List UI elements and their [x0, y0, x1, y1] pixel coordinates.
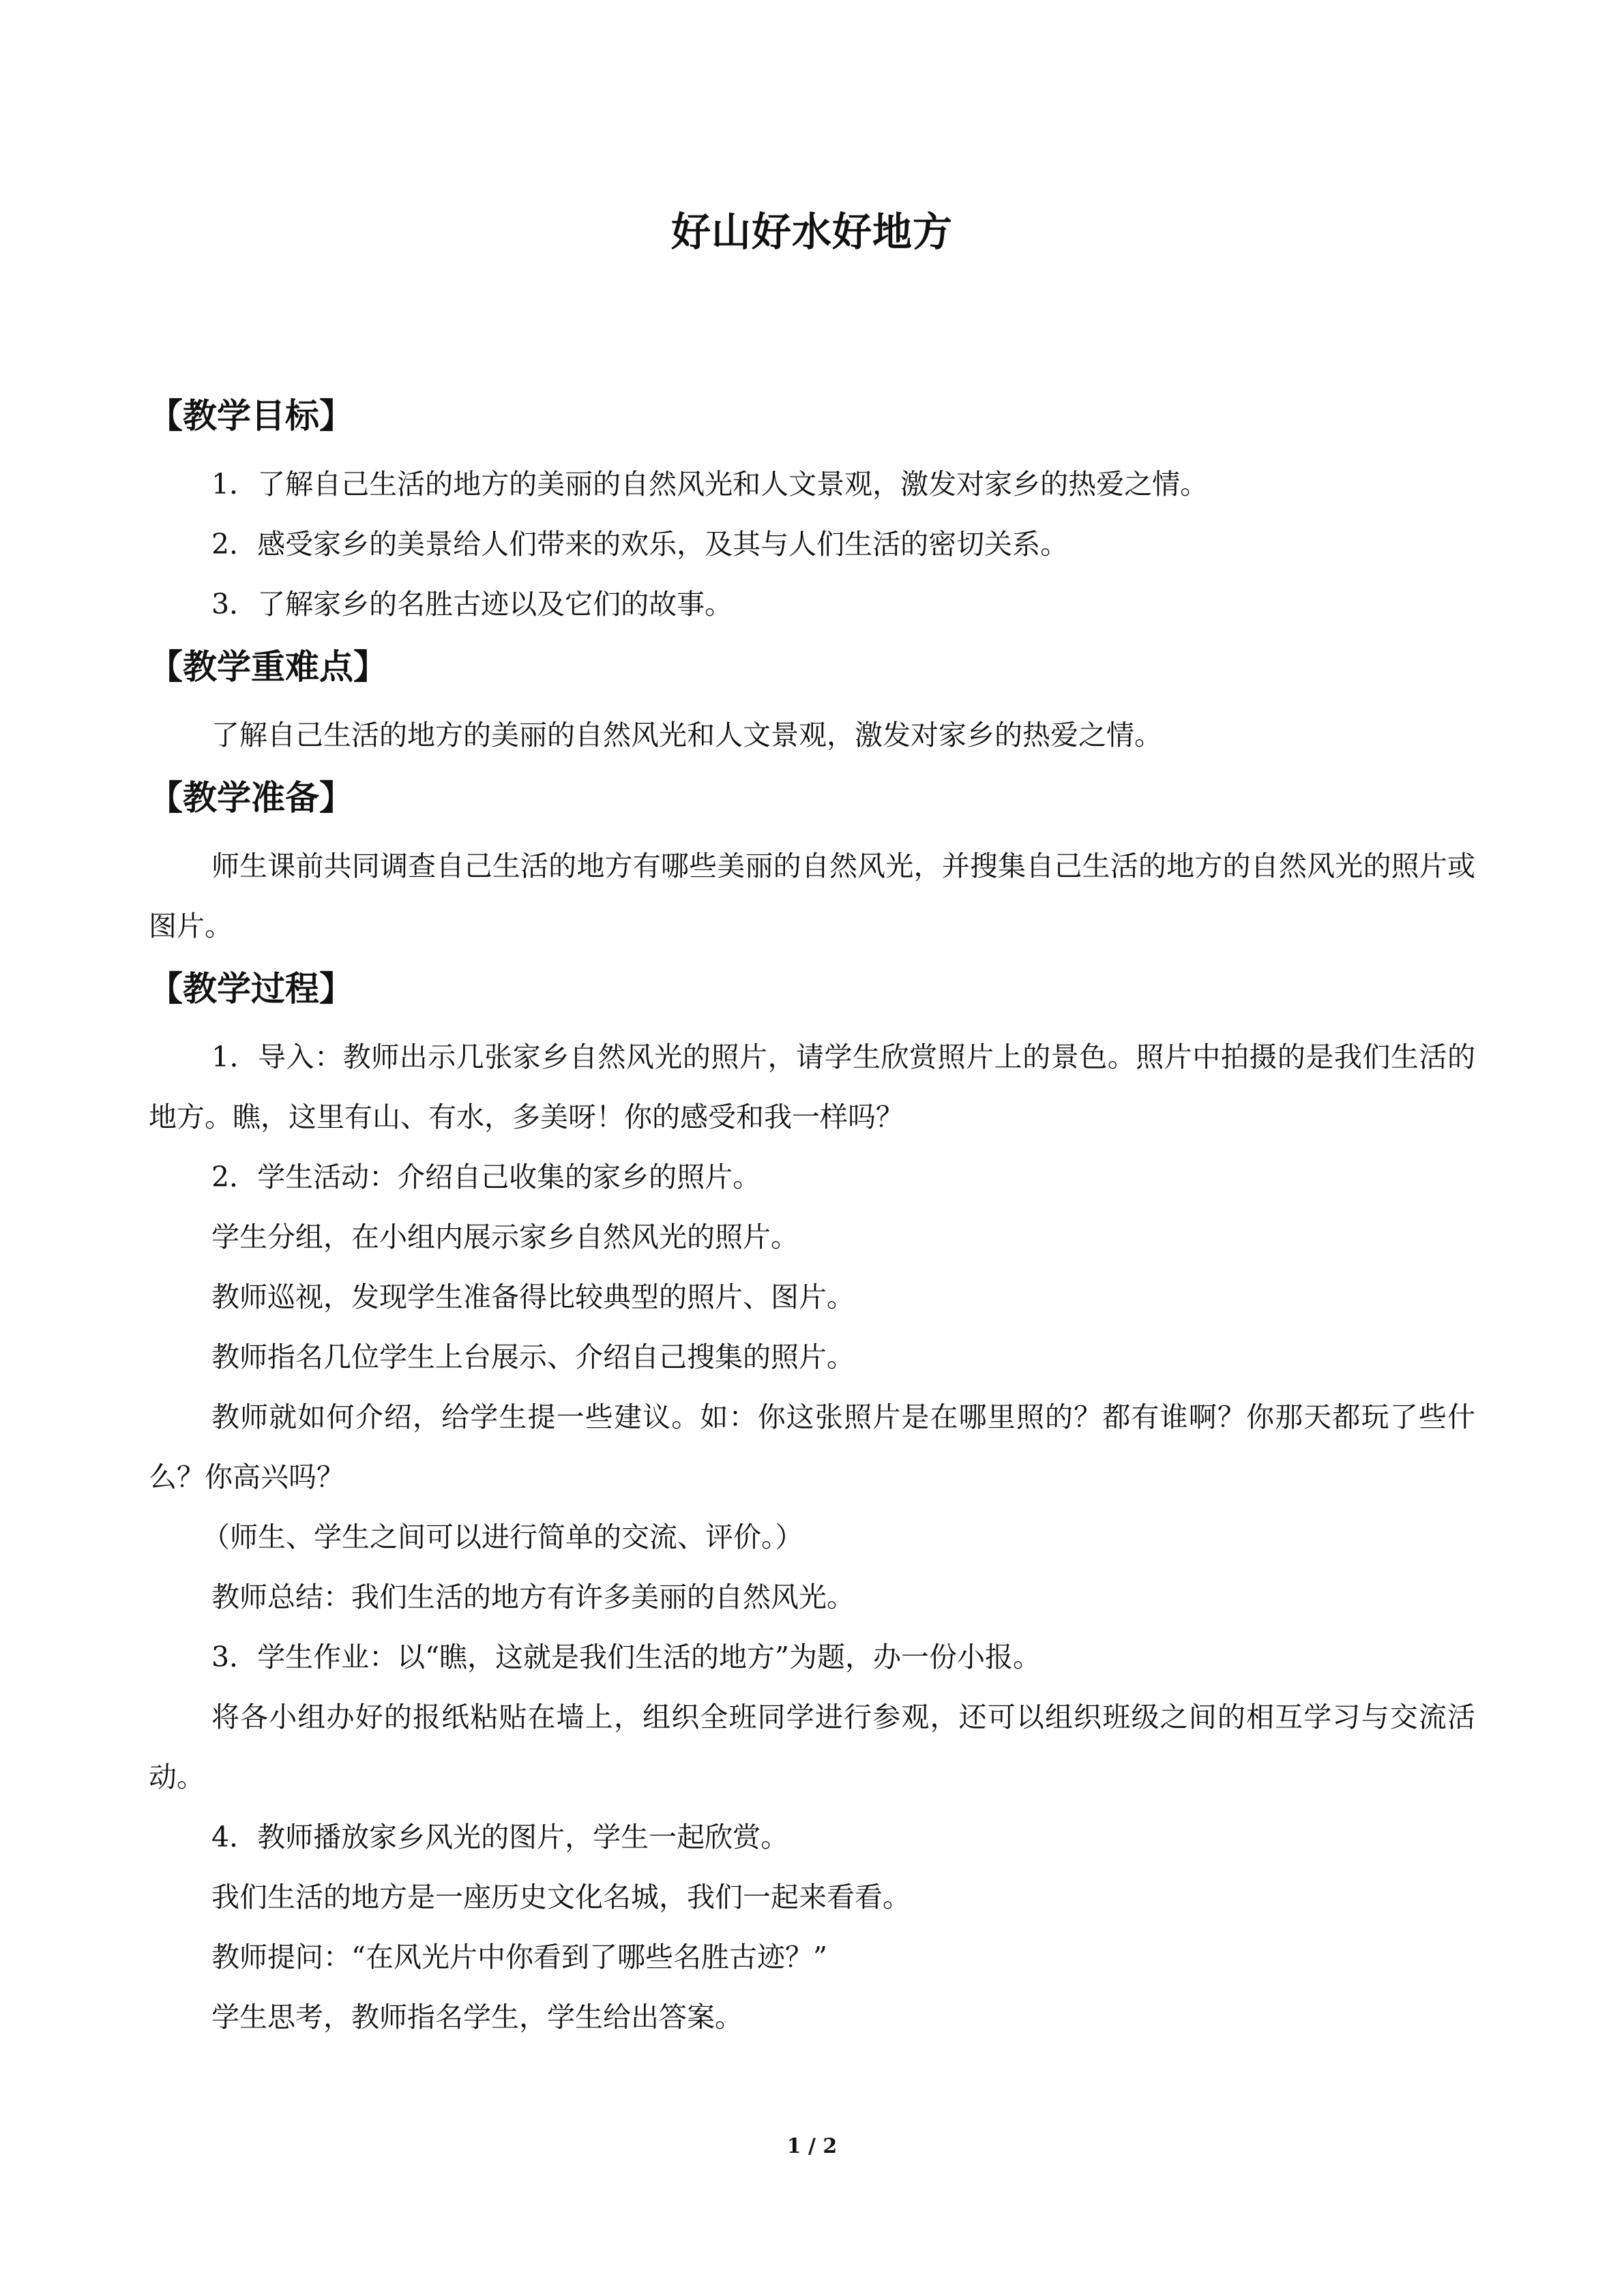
- section-heading: 【教学重难点】: [149, 647, 387, 687]
- paragraph: 教师提问：“在风光片中你看到了哪些名胜古迹？”: [211, 1941, 827, 1973]
- section-teaching-goals: [149, 389, 1475, 634]
- paragraph: （师生、学生之间可以进行简单的交流、评价。）: [202, 1521, 803, 1553]
- paragraph: 教师就如何介绍，给学生提一些建议。如：你这张照片是在哪里照的？都有谁啊？你那天都玩了些什么？你高兴吗？: [149, 1401, 1475, 1493]
- paragraph: 3．学生作业：以“瞧，这就是我们生活的地方”为题，办一份小报。: [211, 1641, 1042, 1673]
- paragraph: 1．导入：教师出示几张家乡自然风光的照片，请学生欣赏照片上的景色。照片中拍摄的是我们生活的地方。瞧，这里有山、有水，多美呀！你的感受和我一样吗？: [149, 1041, 1475, 1133]
- paragraph: 学生分组，在小组内展示家乡自然风光的照片。: [211, 1221, 799, 1253]
- paragraph: 将各小组办好的报纸粘贴在墙上，组织全班同学进行参观，还可以组织班级之间的相互学习与交流活动。: [149, 1701, 1475, 1793]
- section-teaching-process: [149, 961, 1475, 2047]
- paragraph: 2．感受家乡的美景给人们带来的欢乐，及其与人们生活的密切关系。: [211, 528, 1069, 561]
- paragraph: 3．了解家乡的名胜古迹以及它们的故事。: [211, 588, 733, 621]
- paragraph: 了解自己生活的地方的美丽的自然风光和人文景观，激发对家乡的热爱之情。: [211, 719, 1162, 751]
- document-title: 好山好水好地方: [670, 209, 953, 255]
- paragraph: 我们生活的地方是一座历史文化名城，我们一起来看看。: [211, 1881, 911, 1913]
- page-number: 1 / 2: [786, 2134, 838, 2158]
- paragraph: 教师总结：我们生活的地方有许多美丽的自然风光。: [211, 1581, 855, 1613]
- section-heading: 【教学目标】: [149, 396, 353, 436]
- section-heading: 【教学准备】: [149, 778, 353, 818]
- section-preparation: [149, 771, 1475, 956]
- paragraph: 1．了解自己生活的地方的美丽的自然风光和人文景观，激发对家乡的热爱之情。: [211, 468, 1209, 501]
- paragraph: 4．教师播放家乡风光的图片，学生一起欣赏。: [211, 1821, 789, 1853]
- paragraph: 师生课前共同调查自己生活的地方有哪些美丽的自然风光，并搜集自己生活的地方的自然风光的照片或图片。: [149, 850, 1475, 942]
- paragraph: 教师巡视，发现学生准备得比较典型的照片、图片。: [211, 1281, 855, 1313]
- paragraph: 2．学生活动：介绍自己收集的家乡的照片。: [211, 1161, 761, 1193]
- document-body: [149, 205, 1475, 2053]
- section-key-points: [149, 640, 1475, 765]
- paragraph: 教师指名几位学生上台展示、介绍自己搜集的照片。: [211, 1341, 855, 1373]
- section-heading: 【教学过程】: [149, 969, 353, 1009]
- paragraph: 学生思考，教师指名学生，学生给出答案。: [211, 2001, 743, 2033]
